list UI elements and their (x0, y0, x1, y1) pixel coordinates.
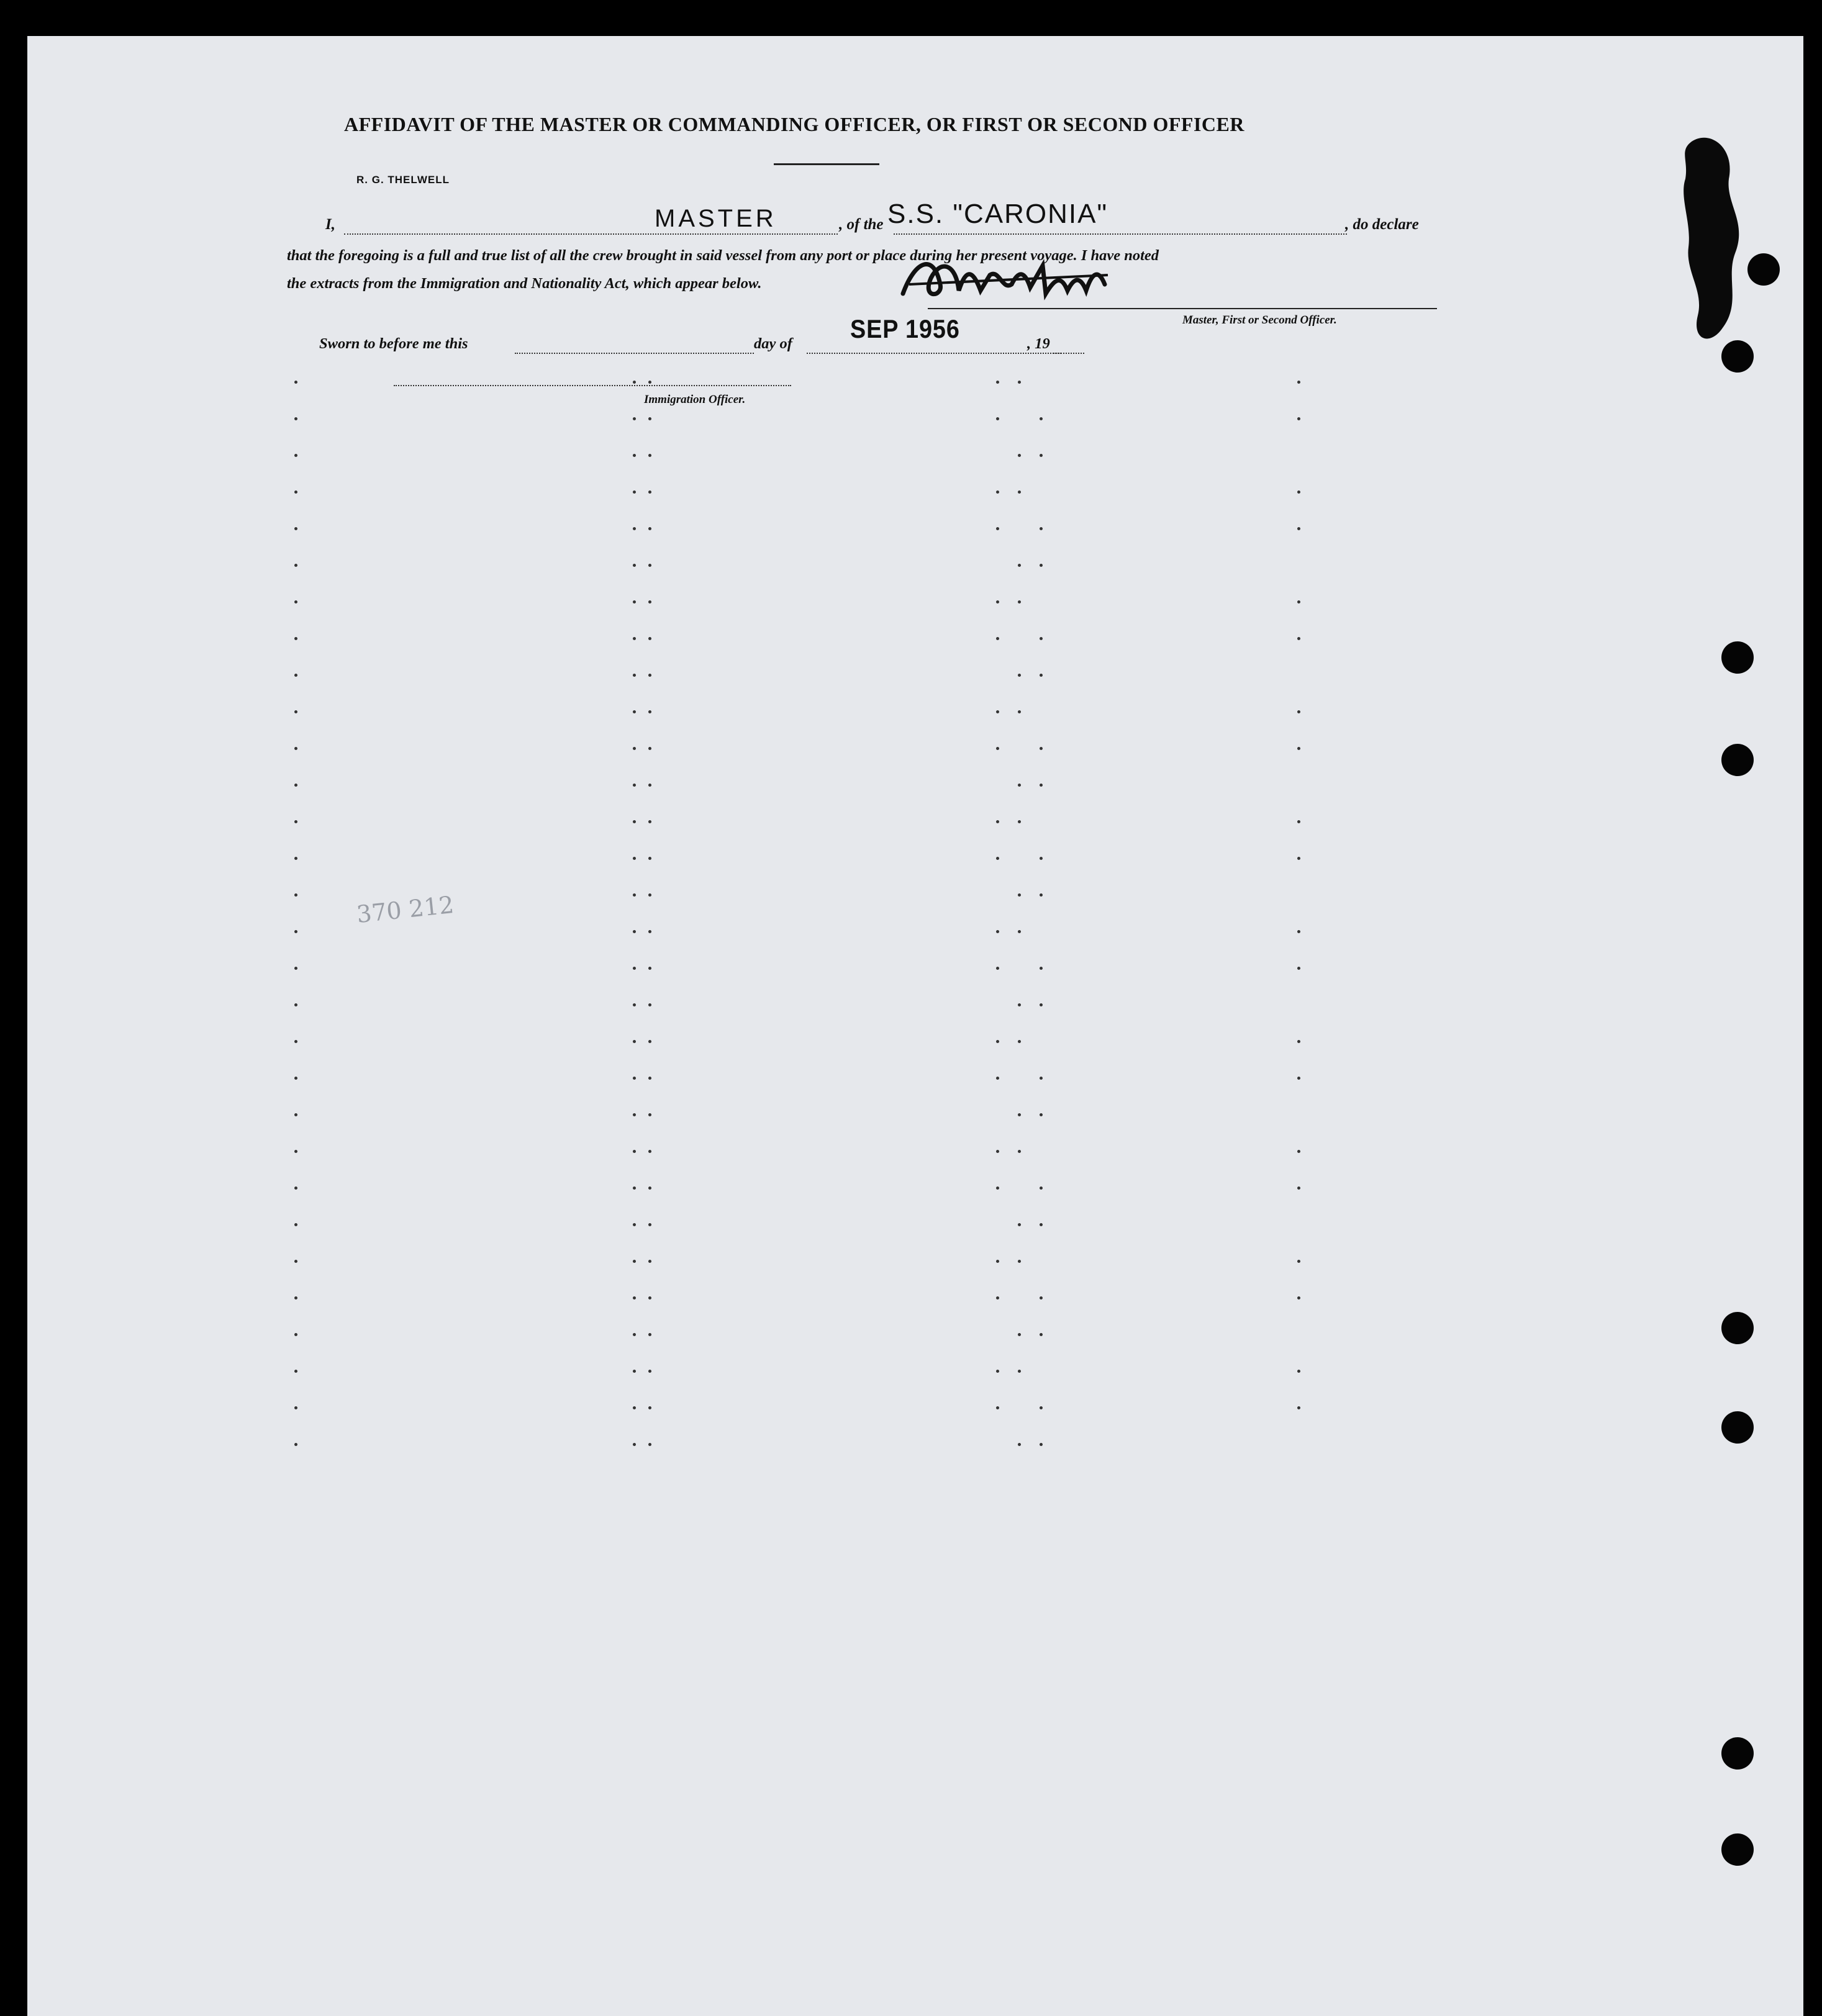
leader-dot (1040, 1406, 1043, 1409)
leader-dot (1040, 893, 1043, 897)
leader-dot (648, 600, 651, 603)
leader-dot (1040, 1333, 1043, 1336)
leader-dot (996, 747, 999, 750)
rank-field: MASTER (655, 205, 777, 232)
leader-dot (1018, 1223, 1021, 1226)
leader-dot (633, 381, 636, 384)
leader-dot (996, 967, 999, 970)
leader-dot (648, 1406, 651, 1409)
leader-dot (1297, 967, 1300, 970)
leader-dot (294, 381, 297, 384)
leader-dot (648, 893, 651, 897)
leader-dot (648, 820, 651, 823)
leader-dot (633, 490, 636, 494)
leader-dot (633, 637, 636, 640)
leader-dot (294, 747, 297, 750)
leader-dot (648, 1443, 651, 1446)
leader-dot (648, 564, 651, 567)
leader-dot (996, 381, 999, 384)
leader-dot (1297, 1077, 1300, 1080)
day-of-label: day of (754, 335, 792, 352)
leader-dot (633, 1443, 636, 1446)
leader-dot (1040, 1296, 1043, 1300)
leader-dot (648, 1296, 651, 1300)
leader-dot (294, 454, 297, 457)
leader-dot (633, 564, 636, 567)
leader-dot (648, 747, 651, 750)
leader-dot (633, 930, 636, 933)
leader-dot (633, 820, 636, 823)
binder-hole (1721, 1312, 1754, 1344)
name-stamp: R. G. THELWELL (356, 174, 450, 186)
leader-dot (1297, 600, 1300, 603)
binder-hole (1721, 641, 1754, 674)
binder-hole (1721, 1737, 1754, 1770)
leader-dot (996, 600, 999, 603)
leader-dot (1040, 747, 1043, 750)
leader-dot (633, 454, 636, 457)
leader-dot (1297, 857, 1300, 860)
leader-dot (996, 1150, 999, 1153)
leader-dot (996, 1296, 999, 1300)
year-label: , 19 (1027, 335, 1050, 352)
leader-dot (1040, 1003, 1043, 1006)
leader-dot (1018, 1150, 1021, 1153)
leader-dot (1040, 454, 1043, 457)
leader-dot (1297, 381, 1300, 384)
leader-dot (294, 1113, 297, 1116)
leader-dot (294, 1333, 297, 1336)
officer-caption: Immigration Officer. (644, 393, 746, 406)
leader-dot (648, 857, 651, 860)
leader-dot (648, 1113, 651, 1116)
leader-dot (1040, 637, 1043, 640)
leader-dot (1297, 637, 1300, 640)
leader-dot (648, 1260, 651, 1263)
leader-dot (996, 1040, 999, 1043)
leader-dot (1018, 710, 1021, 713)
leader-dot (633, 1370, 636, 1373)
leader-dot (294, 674, 297, 677)
leader-dot (648, 1040, 651, 1043)
leader-dot (1297, 1406, 1300, 1409)
leader-dot (633, 417, 636, 420)
leader-dot (648, 930, 651, 933)
leader-dot (633, 967, 636, 970)
leader-dot (1018, 564, 1021, 567)
leader-dot (633, 600, 636, 603)
leader-dot (294, 857, 297, 860)
leader-dot (648, 1223, 651, 1226)
leader-dot (1040, 1443, 1043, 1446)
leader-dot (294, 1406, 297, 1409)
leader-dot (633, 1187, 636, 1190)
leader-dot (633, 1296, 636, 1300)
leader-dot (294, 1296, 297, 1300)
leader-dot (996, 1370, 999, 1373)
pronoun-label: I, (325, 216, 335, 233)
leader-dot (996, 490, 999, 494)
leader-dot (633, 710, 636, 713)
leader-dot (294, 820, 297, 823)
affidavit-title: AFFIDAVIT OF THE MASTER OR COMMANDING OFFICER, OR FIRST OR SECOND OFFICER (344, 113, 1244, 135)
declaration-line-2: that the foregoing is a full and true list of all the crew brought in said vessel from any port or place during her present voyage. I have noted (287, 247, 1159, 264)
leader-dot (648, 381, 651, 384)
leader-dot (648, 674, 651, 677)
leader-dot (633, 784, 636, 787)
leader-dot (633, 674, 636, 677)
leader-dot (1040, 1113, 1043, 1116)
declaration-line-3: the extracts from the Immigration and Nationality Act, which appear below. (287, 275, 762, 292)
leader-dot (996, 527, 999, 530)
leader-dot (1018, 820, 1021, 823)
leader-dot (294, 1223, 297, 1226)
leader-dot (1297, 1260, 1300, 1263)
signature-caption: Master, First or Second Officer. (1182, 314, 1337, 327)
do-declare-label: , do declare (1345, 216, 1419, 233)
leader-dot (1018, 930, 1021, 933)
binder-hole (1747, 253, 1780, 286)
leader-dot (996, 820, 999, 823)
leader-dot (1018, 1113, 1021, 1116)
leader-dot (1040, 857, 1043, 860)
leader-dot (1040, 1077, 1043, 1080)
leader-dot (1018, 600, 1021, 603)
leader-dot (1018, 1333, 1021, 1336)
leader-dot (294, 1443, 297, 1446)
leader-dot (294, 564, 297, 567)
leader-dot (294, 527, 297, 530)
sworn-label: Sworn to before me this (319, 335, 468, 352)
leader-dot (633, 527, 636, 530)
leader-dot (996, 417, 999, 420)
leader-dot (1018, 381, 1021, 384)
leader-dot (294, 600, 297, 603)
leader-dot (633, 1150, 636, 1153)
leader-dot (648, 454, 651, 457)
leader-dot (648, 1150, 651, 1153)
leader-dot (996, 710, 999, 713)
leader-dot (294, 637, 297, 640)
binder-hole (1721, 744, 1754, 776)
leader-dot (648, 490, 651, 494)
leader-dot (1018, 674, 1021, 677)
leader-dot (1018, 1003, 1021, 1006)
binder-hole (1721, 1411, 1754, 1444)
leader-dot (1297, 1150, 1300, 1153)
leader-dot (648, 1187, 651, 1190)
leader-dot (1040, 527, 1043, 530)
leader-dot (294, 893, 297, 897)
vessel-name-field: S.S. "CARONIA" (887, 199, 1108, 229)
leader-dot (996, 1260, 999, 1263)
leader-dot (1297, 1296, 1300, 1300)
leader-dot (633, 857, 636, 860)
leader-dot (648, 1077, 651, 1080)
damaged-corner (1667, 129, 1754, 365)
leader-dot (1297, 710, 1300, 713)
leader-dot (1018, 1370, 1021, 1373)
leader-dot (648, 637, 651, 640)
leader-dot (1018, 1040, 1021, 1043)
leader-dot (294, 417, 297, 420)
leader-dot (996, 637, 999, 640)
leader-dot (633, 1113, 636, 1116)
leader-dot (648, 784, 651, 787)
leader-dot (294, 1260, 297, 1263)
leader-dot (294, 1077, 297, 1080)
dot-leaders (27, 36, 1803, 2016)
leader-dot (1297, 490, 1300, 494)
leader-dot (633, 1406, 636, 1409)
leader-dot (996, 1406, 999, 1409)
leader-dot (1040, 967, 1043, 970)
leader-dot (648, 527, 651, 530)
leader-dot (633, 747, 636, 750)
leader-dot (1018, 1260, 1021, 1263)
leader-dot (648, 417, 651, 420)
leader-dot (1040, 1187, 1043, 1190)
date-stamp: SEP 1956 (850, 314, 960, 343)
leader-dot (633, 1223, 636, 1226)
binder-hole (1721, 1833, 1754, 1866)
leader-dot (648, 1370, 651, 1373)
leader-dot (1297, 1040, 1300, 1043)
leader-dot (633, 893, 636, 897)
leader-dot (1018, 490, 1021, 494)
leader-dot (633, 1333, 636, 1336)
leader-dot (1040, 1223, 1043, 1226)
leader-dot (1040, 784, 1043, 787)
leader-dot (648, 1333, 651, 1336)
leader-dot (1297, 1187, 1300, 1190)
leader-dot (1018, 454, 1021, 457)
leader-dot (1018, 1443, 1021, 1446)
leader-dot (1040, 417, 1043, 420)
leader-dot (1040, 674, 1043, 677)
leader-dot (294, 710, 297, 713)
leader-dot (1297, 820, 1300, 823)
leader-dot (1297, 1370, 1300, 1373)
leader-dot (996, 930, 999, 933)
document-page (27, 36, 1803, 2016)
leader-dot (294, 490, 297, 494)
binder-hole (1721, 340, 1754, 373)
leader-dot (1297, 930, 1300, 933)
leader-dot (648, 1003, 651, 1006)
leader-dot (294, 1370, 297, 1373)
leader-dot (633, 1077, 636, 1080)
leader-dot (996, 1187, 999, 1190)
leader-dot (996, 1077, 999, 1080)
margin-note: 370 212 (355, 890, 456, 929)
leader-dot (294, 930, 297, 933)
leader-dot (1040, 564, 1043, 567)
leader-dot (1297, 417, 1300, 420)
leader-dot (1297, 747, 1300, 750)
leader-dot (1018, 893, 1021, 897)
leader-dot (996, 857, 999, 860)
leader-dot (648, 967, 651, 970)
leader-dot (633, 1003, 636, 1006)
leader-dot (294, 967, 297, 970)
leader-dot (294, 1187, 297, 1190)
leader-dot (294, 784, 297, 787)
leader-dot (294, 1040, 297, 1043)
leader-dot (294, 1003, 297, 1006)
leader-dot (1297, 527, 1300, 530)
leader-dot (294, 1150, 297, 1153)
leader-dot (633, 1260, 636, 1263)
leader-dot (633, 1040, 636, 1043)
of-the-label: , of the (839, 216, 884, 233)
leader-dot (1018, 784, 1021, 787)
leader-dot (648, 710, 651, 713)
